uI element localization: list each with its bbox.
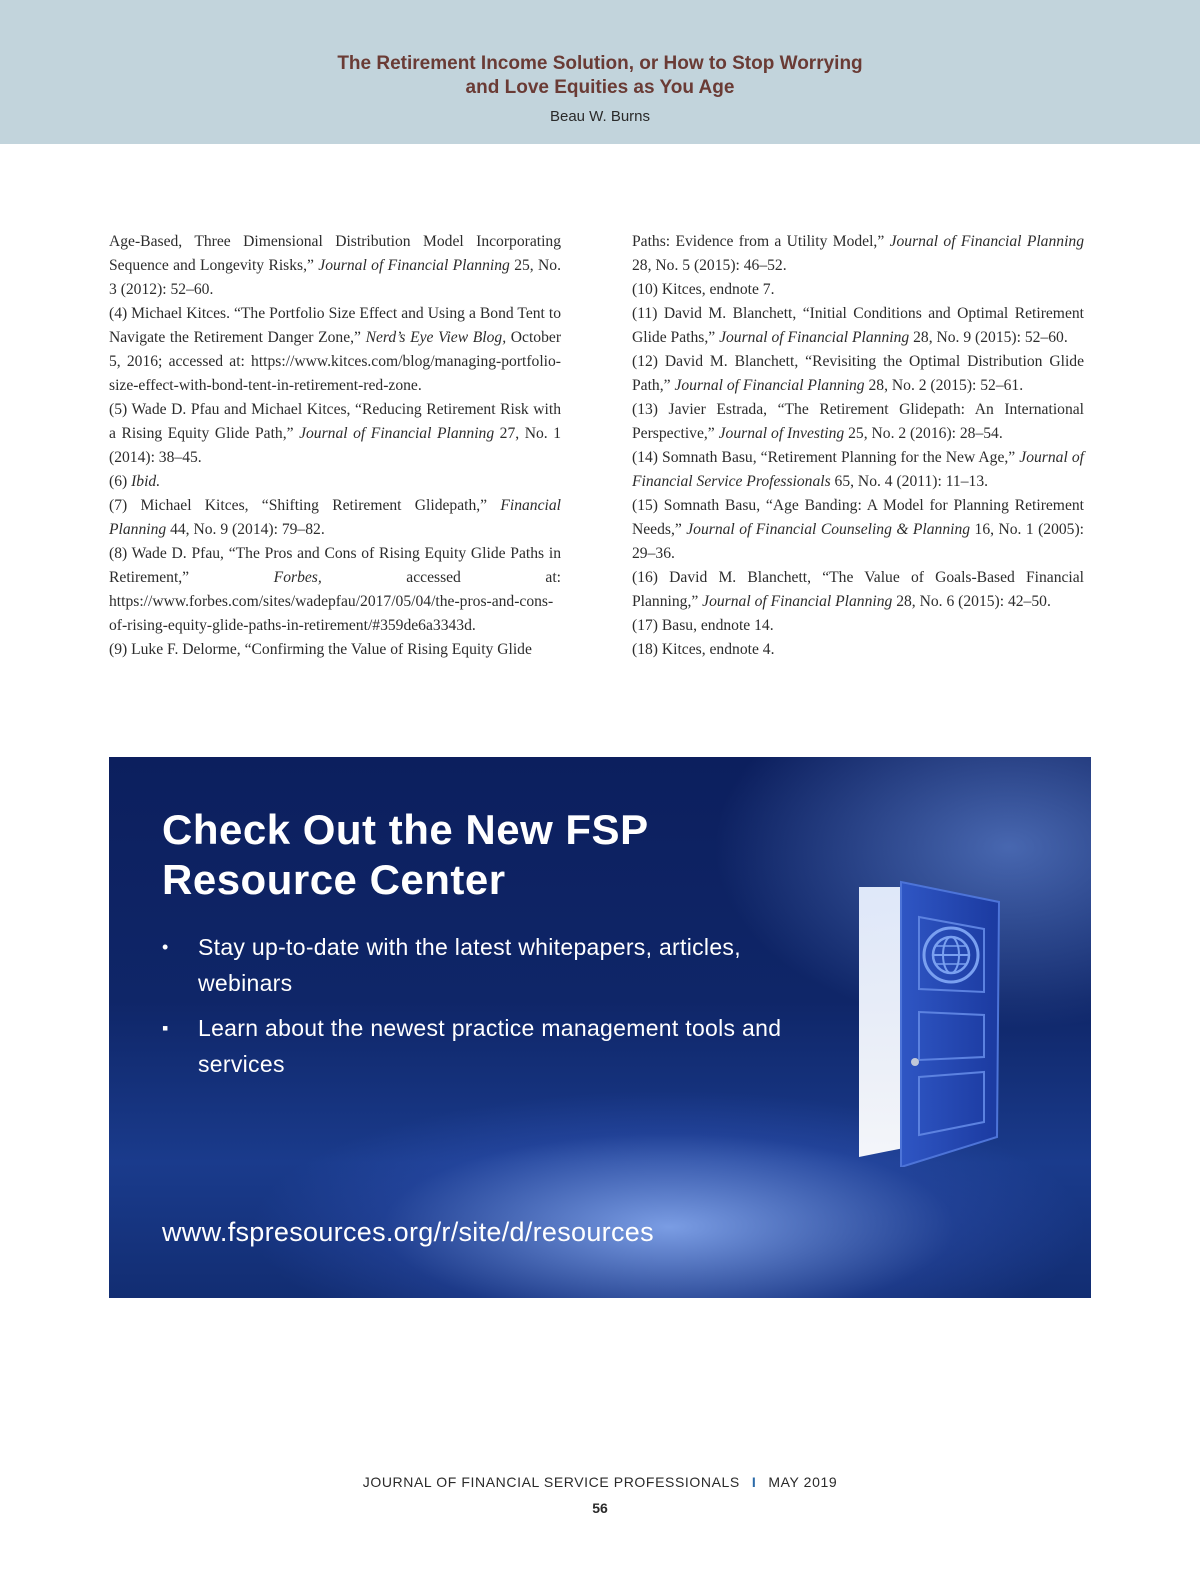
reference-text: 16, No. 1 (2005): 29–36. (632, 521, 1085, 562)
reference-entry (632, 494, 1084, 566)
reference-source-title: Financial Planning (109, 497, 561, 538)
reference-source-title: Nerd’s Eye View Blog, (365, 329, 507, 346)
ad-bullet-text: Stay up-to-date with the latest whitepapers, articles, webinars (198, 934, 741, 996)
reference-text: Paths: Evidence from a Utility Model,” (632, 233, 890, 250)
reference-text: 28, No. 5 (2015): 46–52. (632, 257, 787, 274)
reference-text: October 5, 2016; accessed at: https://www.kitces.com/blog/managing-portfolio-size-effect-with-bond-tent-in-retirement-red-zone. (109, 329, 562, 394)
reference-text: 25, No. 3 (2012): 52–60. (109, 257, 561, 298)
article-title (0, 52, 1200, 100)
door-knob (911, 1058, 919, 1066)
reference-text: (6) (109, 473, 132, 490)
bullet-dot-icon: • (162, 937, 169, 957)
reference-entry (109, 302, 561, 398)
reference-entry (632, 230, 1084, 278)
reference-entry (109, 542, 561, 638)
reference-text: (7) Michael Kitces, “Shifting Retirement Glidepath,” (109, 497, 501, 514)
ad-bullet-item (162, 1010, 782, 1082)
references-right-column (632, 230, 1084, 662)
reference-text: (15) Somnath Basu, “Age Banding: A Model for Planning Retirement Needs,” (632, 497, 1084, 538)
reference-text: 28, No. 9 (2015): 52–60. (909, 329, 1068, 346)
reference-text: 44, No. 9 (2014): 79–82. (166, 521, 325, 538)
reference-entry (632, 278, 1084, 302)
reference-source-title: Journal of Financial Planning (674, 377, 865, 394)
reference-text: (12) David M. Blanchett, “Revisiting the Optimal Distribution Glide Path,” (632, 353, 1084, 394)
reference-source-title: Journal of Financial Service Professionals (632, 449, 1084, 490)
reference-text: 27, No. 1 (2014): 38–45. (109, 425, 561, 466)
reference-entry (632, 302, 1084, 350)
advertisement-banner[interactable] (109, 757, 1091, 1298)
reference-source-title: Journal of Financial Planning (702, 593, 893, 610)
article-author: Beau W. Burns (549, 108, 651, 125)
reference-entry (109, 638, 561, 662)
footer-date: MAY 2019 (768, 1474, 838, 1490)
reference-entry (109, 398, 561, 470)
reference-text: (11) David M. Blanchett, “Initial Conditions and Optimal Retirement Glide Paths,” (632, 305, 1084, 346)
reference-text: 25, No. 2 (2016): 28–54. (844, 425, 1003, 442)
footer-journal-name: JOURNAL OF FINANCIAL SERVICE PROFESSIONALS (362, 1474, 740, 1490)
bullet-square-icon: ▪ (162, 1018, 169, 1038)
reference-entry (109, 470, 561, 494)
footer-separator: I (751, 1474, 757, 1490)
reference-text: 65, No. 4 (2011): 11–13. (830, 473, 989, 490)
page-number: 56 (592, 1500, 608, 1516)
reference-text: (8) Wade D. Pfau, “The Pros and Cons of Rising Equity Glide Paths in Retirement,” (109, 545, 561, 586)
article-title-line-2: and Love Equities as You Age (465, 77, 735, 98)
globe-icon (924, 928, 978, 982)
reference-text: (16) David M. Blanchett, “The Value of Goals-Based Financial Planning,” (632, 569, 1084, 610)
reference-entry (632, 566, 1084, 614)
article-title-line-1: The Retirement Income Solution, or How to Stop Worrying (337, 53, 863, 74)
reference-text: 28, No. 2 (2015): 52–61. (864, 377, 1024, 394)
page-footer (0, 1474, 1200, 1490)
reference-source-title: Ibid. (131, 473, 161, 490)
reference-entry (632, 614, 1084, 638)
reference-text: (17) Basu, endnote 14. (632, 617, 774, 634)
reference-source-title: Journal of Financial Planning (719, 329, 910, 346)
reference-source-title: Journal of Financial Planning (318, 257, 510, 274)
references-left-column (109, 230, 561, 662)
reference-text: (13) Javier Estrada, “The Retirement Glidepath: An International Perspective,” (632, 401, 1084, 442)
ad-bullet-list (162, 929, 782, 1091)
reference-text: (14) Somnath Basu, “Retirement Planning for the New Age,” (632, 449, 1020, 466)
reference-entry (109, 494, 561, 542)
reference-text: (10) Kitces, endnote 7. (632, 281, 775, 298)
ad-headline-line-2: Resource Center (162, 856, 506, 903)
reference-entry (109, 230, 561, 302)
reference-entry (632, 446, 1084, 494)
reference-entry (632, 350, 1084, 398)
reference-source-title: Journal of Financial Planning (889, 233, 1084, 250)
ad-bullet-item (162, 929, 782, 1001)
reference-text: 28, No. 6 (2015): 42–50. (892, 593, 1051, 610)
reference-source-title: Journal of Investing (718, 425, 845, 442)
ad-bullet-text: Learn about the newest practice management tools and services (198, 1015, 782, 1077)
reference-text: (4) Michael Kitces. “The Portfolio Size Effect and Using a Bond Tent to Navigate the Retirement Danger Zone,” (109, 305, 561, 346)
ad-headline-line-1: Check Out the New FSP (162, 806, 649, 853)
reference-source-title: Journal of Financial Counseling & Planning (686, 521, 971, 538)
ad-headline (162, 805, 862, 905)
open-door-globe-icon (829, 867, 1029, 1167)
reference-text: Age-Based, Three Dimensional Distribution Model Incorporating Sequence and Longevity Risks,” (109, 233, 561, 274)
ad-url-link[interactable]: www.fspresources.org/r/site/d/resources (162, 1217, 654, 1247)
reference-text: (9) Luke F. Delorme, “Confirming the Value of Rising Equity Glide (109, 641, 532, 658)
reference-entry (632, 398, 1084, 446)
reference-text: (18) Kitces, endnote 4. (632, 641, 775, 658)
reference-entry (632, 638, 1084, 662)
header-band (0, 0, 1200, 144)
reference-source-title: Journal of Financial Planning (299, 425, 495, 442)
reference-text: (5) Wade D. Pfau and Michael Kitces, “Reducing Retirement Risk with a Rising Equity Glide Path,” (109, 401, 561, 442)
reference-source-title: Forbes, (273, 569, 322, 586)
reference-text: accessed at: https://www.forbes.com/sites/wadepfau/2017/05/04/the-pros-and-cons-of-rising-equity-glide-paths-in-retirement/#359de6a3343d. (109, 569, 561, 634)
